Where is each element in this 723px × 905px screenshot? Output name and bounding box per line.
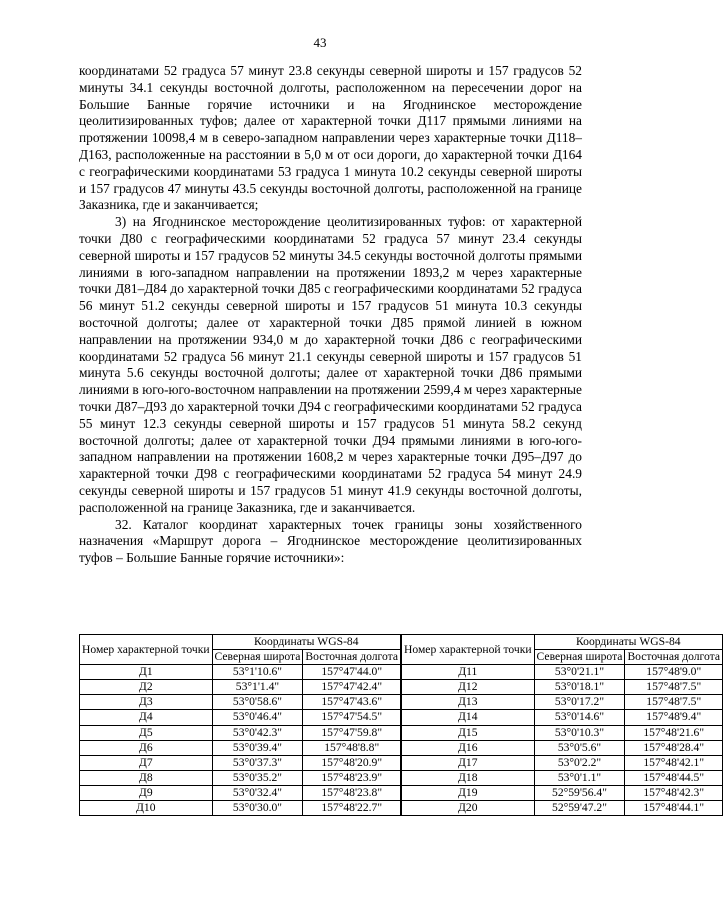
page-number: 43 [313, 35, 327, 50]
cell-longitude: 157°47'44.0" [303, 665, 401, 680]
cell-latitude: 53°0'14.6" [534, 710, 625, 725]
table-row [80, 680, 401, 695]
cell-longitude: 157°48'44.1" [625, 801, 723, 816]
table-row [402, 725, 723, 740]
table-row [80, 785, 401, 800]
table-row [402, 801, 723, 816]
table-row [80, 755, 401, 770]
cell-latitude: 53°0'18.1" [534, 680, 625, 695]
header-latitude: Северная широта [534, 650, 625, 665]
cell-latitude: 53°0'46.4" [212, 710, 303, 725]
cell-longitude: 157°47'43.6" [303, 695, 401, 710]
coordinates-tables [79, 634, 721, 816]
cell-longitude: 157°47'54.5" [303, 710, 401, 725]
cell-point: Д5 [80, 725, 213, 740]
table-row [402, 665, 723, 680]
table-row [402, 785, 723, 800]
table-row [80, 770, 401, 785]
cell-longitude: 157°48'28.4" [625, 740, 723, 755]
header-coordinates: Координаты WGS-84 [534, 635, 722, 650]
table-row [402, 740, 723, 755]
header-coordinates: Координаты WGS-84 [212, 635, 400, 650]
cell-latitude: 53°0'2.2" [534, 755, 625, 770]
cell-point: Д7 [80, 755, 213, 770]
cell-longitude: 157°48'44.5" [625, 770, 723, 785]
cell-point: Д11 [402, 665, 535, 680]
cell-longitude: 157°47'42.4" [303, 680, 401, 695]
cell-latitude: 53°0'5.6" [534, 740, 625, 755]
table-row [402, 680, 723, 695]
table-row [402, 710, 723, 725]
table-row [80, 740, 401, 755]
cell-latitude: 53°1'10.6" [212, 665, 303, 680]
cell-longitude: 157°48'42.3" [625, 785, 723, 800]
cell-latitude: 53°0'30.0" [212, 801, 303, 816]
cell-latitude: 53°0'58.6" [212, 695, 303, 710]
cell-latitude: 53°0'10.3" [534, 725, 625, 740]
cell-latitude: 53°0'39.4" [212, 740, 303, 755]
body-text [79, 63, 582, 567]
cell-point: Д3 [80, 695, 213, 710]
cell-longitude: 157°48'21.6" [625, 725, 723, 740]
table-row [80, 695, 401, 710]
cell-longitude: 157°48'9.0" [625, 665, 723, 680]
header-latitude: Северная широта [212, 650, 303, 665]
cell-latitude: 53°0'37.3" [212, 755, 303, 770]
table-row [80, 725, 401, 740]
paragraph-item-32: 32. Каталог координат характерных точек границы зоны хозяйственного назначения «Маршрут дорога – Ягоднинское месторождение цеолитизированных туфов – Большие Банные горячие источники»: [79, 516, 582, 566]
cell-latitude: 53°0'1.1" [534, 770, 625, 785]
cell-point: Д4 [80, 710, 213, 725]
header-longitude: Восточная долгота [625, 650, 723, 665]
cell-point: Д17 [402, 755, 535, 770]
paragraph-continuation: координатами 52 градуса 57 минут 23.8 секунды северной широты и 157 градусов 52 минуты 34.1 секунды восточной долготы, расположенном на пересечении дорог на Большие Банные горячие источники и на Ягоднинское месторождение цеолитизированных туфов; далее от характерной точки Д117 прямыми линиями на протяжении 10098,4 м в северо-западном направлении через характерные точки Д118–Д163, расположенные на расстоянии в 5,0 м от оси дороги, до характерной точки Д164 с географическими координатами 53 градуса 1 минута 10.2 секунды северной широты и 157 градусов 47 минуты 43.5 секунды восточной долготы, расположенной на границе Заказника, где и заканчивается; [79, 63, 582, 213]
cell-point: Д18 [402, 770, 535, 785]
cell-longitude: 157°48'20.9" [303, 755, 401, 770]
cell-longitude: 157°48'7.5" [625, 680, 723, 695]
cell-point: Д14 [402, 710, 535, 725]
cell-point: Д16 [402, 740, 535, 755]
cell-point: Д15 [402, 725, 535, 740]
header-point-number: Номер характерной точки [80, 635, 213, 665]
table-row [402, 770, 723, 785]
cell-point: Д8 [80, 770, 213, 785]
cell-longitude: 157°48'9.4" [625, 710, 723, 725]
cell-point: Д19 [402, 785, 535, 800]
cell-latitude: 53°0'35.2" [212, 770, 303, 785]
cell-point: Д1 [80, 665, 213, 680]
cell-latitude: 53°0'21.1" [534, 665, 625, 680]
cell-latitude: 53°0'42.3" [212, 725, 303, 740]
header-point-number: Номер характерной точки [402, 635, 535, 665]
cell-point: Д10 [80, 801, 213, 816]
cell-point: Д6 [80, 740, 213, 755]
cell-latitude: 53°1'1.4" [212, 680, 303, 695]
cell-point: Д13 [402, 695, 535, 710]
table-row [80, 801, 401, 816]
cell-point: Д12 [402, 680, 535, 695]
cell-longitude: 157°48'8.8" [303, 740, 401, 755]
table-row [80, 710, 401, 725]
table-row [402, 695, 723, 710]
cell-longitude: 157°47'59.8" [303, 725, 401, 740]
cell-point: Д2 [80, 680, 213, 695]
cell-longitude: 157°48'23.8" [303, 785, 401, 800]
coordinates-table-left [79, 634, 401, 816]
coordinates-table-right [401, 634, 723, 816]
paragraph-item-3: 3) на Ягоднинское месторождение цеолитизированных туфов: от характерной точки Д80 с географическими координатами 52 градуса 57 минут 23.4 секунды северной широты и 157 градусов 52 минуты 34.5 секунды восточной долготы прямыми линиями в юго-западном направлении на протяжении 1893,2 м через характерные точки Д81–Д84 до характерной точки Д85 с географическими координатами 52 градуса 56 минут 51.2 секунды северной широты и 157 градусов 51 минута 10.3 секунды восточной долготы; далее от характерной точки Д85 прямой линией в южном направлении на протяжении 934,0 м до характерной точки Д86 с географическими координатами 52 градуса 56 минут 21.1 секунды северной широты и 157 градусов 51 минута 5.6 секунды восточной долготы; далее от характерной точки Д86 прямыми линиями в юго-юго-восточном направлении на протяжении 2599,4 м через характерные точки Д87–Д93 до характерной точки Д94 с географическими координатами 52 градуса 55 минут 12.3 секунды северной широты и 157 градусов 51 минута 58.2 секунд восточной долготы; далее от характерной точки Д94 прямыми линиями в юго-юго-западном направлении на протяжении 1608,2 м через характерные точки Д95–Д97 до характерной точки Д98 с географическими координатами 52 градуса 54 минут 24.9 секунды северной широты и 157 градусов 51 минут 41.9 секунды восточной долготы, расположенной на границе Заказника, где и заканчивается. [79, 214, 582, 515]
cell-latitude: 53°0'32.4" [212, 785, 303, 800]
cell-point: Д9 [80, 785, 213, 800]
header-longitude: Восточная долгота [303, 650, 401, 665]
cell-latitude: 52°59'47.2" [534, 801, 625, 816]
cell-longitude: 157°48'22.7" [303, 801, 401, 816]
table-row [80, 665, 401, 680]
cell-longitude: 157°48'42.1" [625, 755, 723, 770]
cell-latitude: 52°59'56.4" [534, 785, 625, 800]
cell-point: Д20 [402, 801, 535, 816]
cell-latitude: 53°0'17.2" [534, 695, 625, 710]
cell-longitude: 157°48'7.5" [625, 695, 723, 710]
table-row [402, 755, 723, 770]
cell-longitude: 157°48'23.9" [303, 770, 401, 785]
